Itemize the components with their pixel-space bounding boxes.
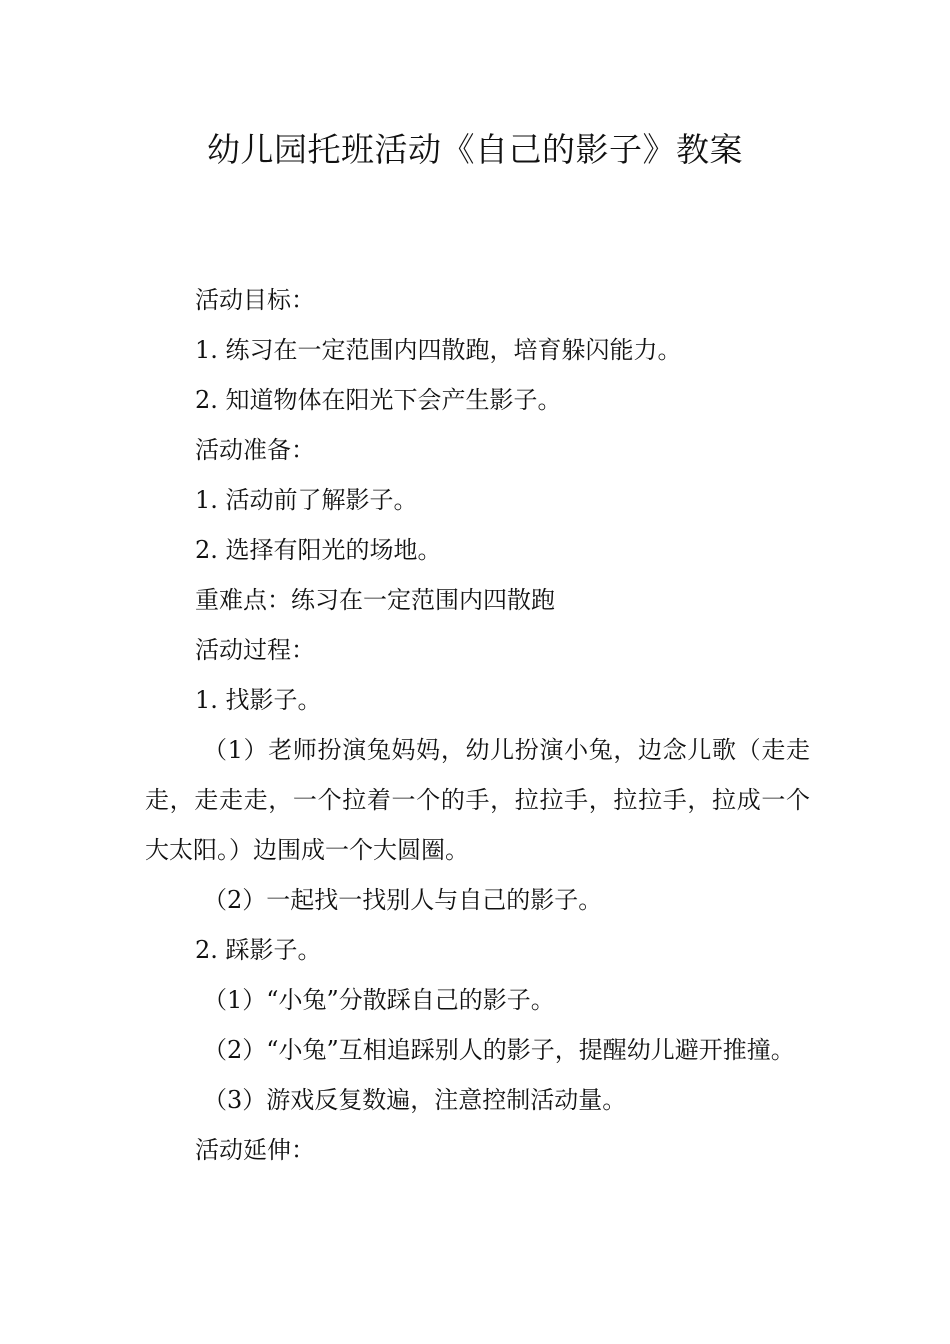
process-step-1: 1. 找影子。	[195, 686, 322, 714]
section-heading-goals: 活动目标：	[195, 286, 315, 314]
process-step-1-sub-1: （1）老师扮演兔妈妈，幼儿扮演小兔，边念儿歌（走走走，走走走，一个拉着一个的手，拉拉手，拉拉手，拉成一个大太阳。）边围成一个大圆圈。	[145, 736, 810, 864]
key-difficulty: 重难点：练习在一定范围内四散跑	[195, 586, 555, 614]
process-step-2: 2. 踩影子。	[195, 936, 322, 964]
document-title: 幼儿园托班活动《自己的影子》教案	[207, 130, 743, 169]
preparation-item-1: 1. 活动前了解影子。	[195, 486, 418, 514]
process-step-2-sub-1: （1）“小兔”分散踩自己的影子。	[203, 986, 555, 1014]
preparation-item-2: 2. 选择有阳光的场地。	[195, 536, 442, 564]
process-step-1-sub-2: （2）一起找一找别人与自己的影子。	[203, 886, 603, 914]
process-step-2-sub-2: （2）“小兔”互相追踩别人的影子，提醒幼儿避开推撞。	[203, 1036, 795, 1064]
section-heading-extension: 活动延伸：	[195, 1136, 315, 1164]
goal-item-2: 2. 知道物体在阳光下会产生影子。	[195, 386, 562, 414]
document-body	[145, 275, 810, 1175]
section-heading-preparation: 活动准备：	[195, 436, 315, 464]
process-step-2-sub-3: （3）游戏反复数遍，注意控制活动量。	[203, 1086, 627, 1114]
goal-item-1: 1. 练习在一定范围内四散跑，培育躲闪能力。	[195, 336, 682, 364]
section-heading-process: 活动过程：	[195, 636, 315, 664]
